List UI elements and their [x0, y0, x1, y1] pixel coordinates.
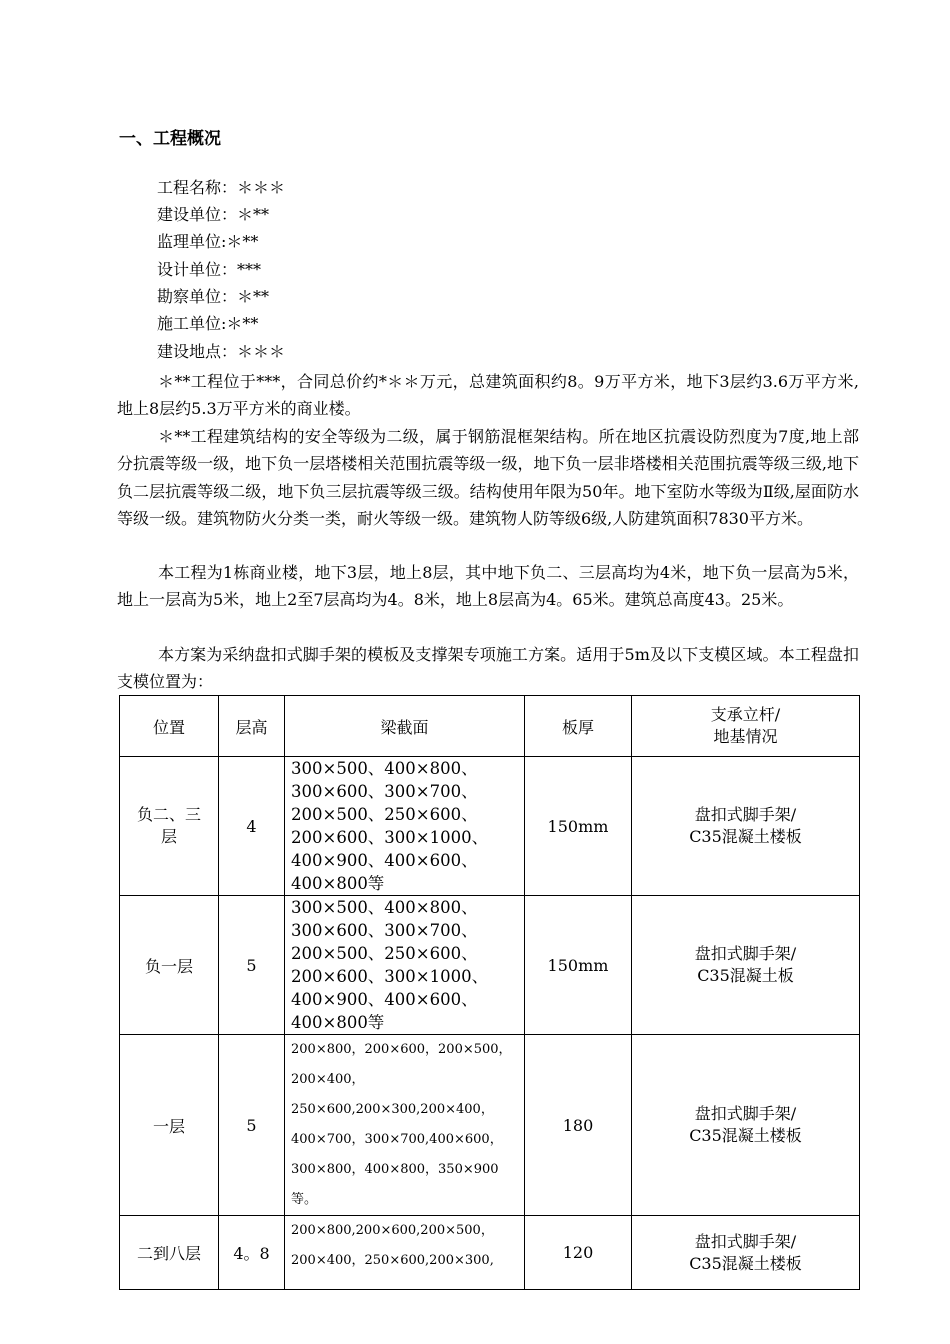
cell-beam: 300×500、400×800、300×600、300×700、200×500、250×600、200×600、300×1000、400×900、400×600、400×800等 [285, 896, 525, 1035]
cell-support: 盘扣式脚手架/ C35混凝土板 [632, 896, 860, 1035]
info-supervisor: 监理单位:＊** [157, 232, 259, 251]
table-row [120, 1216, 860, 1290]
cell-beam: 200×800,200×600,200×500，200×400，250×600,200×300, [285, 1216, 525, 1290]
cell-slab: 120 [525, 1216, 632, 1290]
header-support: 支承立杆/ 地基情况 [632, 696, 860, 757]
table-row [120, 757, 860, 896]
cell-slab: 150mm [525, 757, 632, 896]
cell-slab: 180 [525, 1035, 632, 1216]
info-designer: 设计单位：*** [157, 260, 262, 279]
table-header-row [120, 696, 860, 757]
section-heading: 一、工程概况 [119, 129, 221, 149]
cell-support: 盘扣式脚手架/ C35混凝土楼板 [632, 1035, 860, 1216]
cell-height: 5 [219, 1035, 285, 1216]
cell-height: 5 [219, 896, 285, 1035]
info-location: 建设地点：＊＊＊ [157, 342, 286, 361]
cell-position: 负一层 [120, 896, 219, 1035]
cell-position: 一层 [120, 1035, 219, 1216]
cell-beam: 200×800，200×600，200×500，200×400，250×600,200×300,200×400，400×700，300×700,400×600，300×800，400×800，350×900等。 [285, 1035, 525, 1216]
cell-height: 4 [219, 757, 285, 896]
support-table [119, 695, 860, 1290]
cell-position: 负二、三 层 [120, 757, 219, 896]
info-builder: 建设单位：＊** [157, 205, 270, 224]
cell-position: 二到八层 [120, 1216, 219, 1290]
paragraph-floors: 本工程为1栋商业楼，地下3层，地上8层，其中地下负二、三层高均为4米，地下负一层高为5米，地上一层高为5米，地上2至7层高均为4。8米，地上8层高为4。65米。建筑总高度43。25米。 [117, 563, 859, 610]
cell-beam: 300×500、400×800、300×600、300×700、200×500、250×600、200×600、300×1000、400×900、400×600、400×800等 [285, 757, 525, 896]
cell-support: 盘扣式脚手架/ C35混凝土楼板 [632, 1216, 860, 1290]
header-position: 位置 [120, 696, 219, 757]
cell-height: 4。8 [219, 1216, 285, 1290]
table-row [120, 896, 860, 1035]
info-contractor: 施工单位:＊** [157, 314, 259, 333]
info-surveyor: 勘察单位：＊** [157, 287, 270, 306]
cell-slab: 150mm [525, 896, 632, 1035]
table-row [120, 1035, 860, 1216]
header-height: 层高 [219, 696, 285, 757]
cell-support: 盘扣式脚手架/ C35混凝土楼板 [632, 757, 860, 896]
header-beam: 梁截面 [285, 696, 525, 757]
paragraph-scope: 本方案为采纳盘扣式脚手架的模板及支撑架专项施工方案。适用于5m及以下支模区域。本工程盘扣支模位置为： [117, 645, 859, 692]
info-project-name: 工程名称：＊＊＊ [157, 178, 286, 197]
header-slab: 板厚 [525, 696, 632, 757]
paragraph-overview: ＊**工程位于***，合同总价约*＊＊万元，总建筑面积约8。9万平方米，地下3层约3.6万平方米,地上8层约5.3万平方米的商业楼。 [117, 372, 859, 419]
paragraph-structure: ＊**工程建筑结构的安全等级为二级，属于钢筋混框架结构。所在地区抗震设防烈度为7度,地上部分抗震等级一级，地下负一层塔楼相关范围抗震等级一级，地下负一层非塔楼相关范围抗震等级三级,地下负二层抗震等级二级，地下负三层抗震等级三级。结构使用年限为50年。地下室防水等级为Ⅱ级,屋面防水等级一级。建筑物防火分类一类，耐火等级一级。建筑物人防等级6级,人防建筑面积7830平方米。 [117, 427, 859, 528]
